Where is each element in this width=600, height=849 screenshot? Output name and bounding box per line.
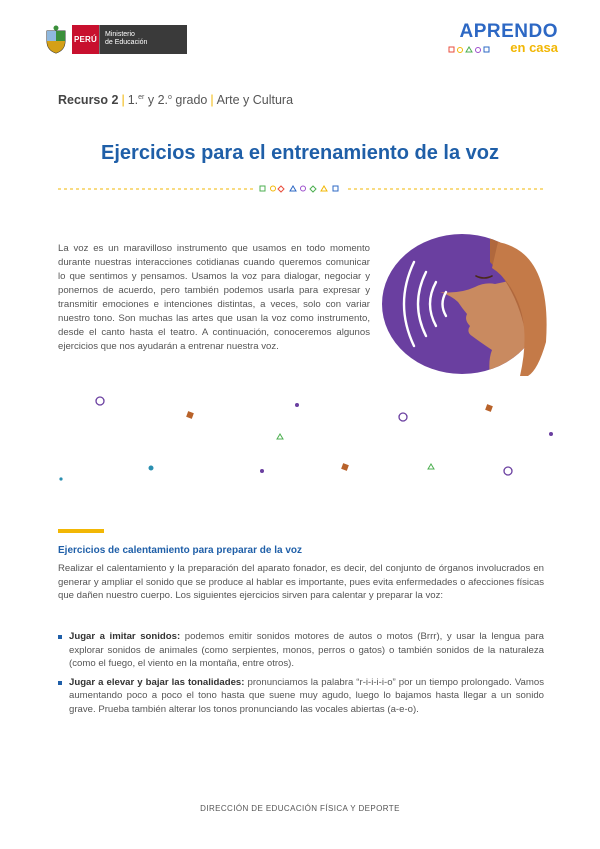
- page-footer: DIRECCIÓN DE EDUCACIÓN FÍSICA Y DEPORTE: [200, 804, 400, 813]
- bullet-icon: [58, 681, 62, 685]
- section-title: Ejercicios de calentamiento para preparar de la voz: [58, 545, 302, 556]
- grade-num-1: 1.: [127, 93, 139, 107]
- brand-line-2: en casa: [510, 40, 558, 55]
- intro-paragraph: La voz es un maravilloso instrumento que usamos en todo momento durante nuestras interacciones cotidianas cuando queremos comunicar lo que sentimos y pensamos. Usamos la voz para dialogar, negociar y ponernos de acuerdo, pero también podemos usarla para expresar y transmitir emociones e intenciones distintas, a veces, solo con variar nuestro tono. Son muchas las artes que usan la voz como instrumento, desde el canto hasta el teatro. A continuación, conoceremos algunos ejercicios que nos ayudarán a entrenar nuestra voz.: [58, 243, 370, 352]
- list-item-label: Jugar a elevar y bajar las tonalidades:: [69, 676, 245, 688]
- page-header: [0, 0, 600, 80]
- resource-meta: [58, 93, 293, 107]
- aprendo-en-casa-logo: [448, 22, 558, 58]
- list-item-label: Jugar a imitar sonidos:: [69, 631, 181, 642]
- ministry-label: [99, 25, 187, 54]
- grade-sup-1: er: [138, 93, 145, 101]
- list-item-text: pronunciamos la palabra “r-i-i-i-i-o” por un tiempo prolongado. Vamos aumentando poco a poco el tono hasta que suene muy agudo, luego lo bajamos hasta llegar a un sonido grave. Prueba también alterar los tonos pronunciando las vocales abiertas (a-e-o).: [69, 676, 544, 715]
- list-item-text: podemos emitir sonidos motores de autos o motos (Brrr), y usar la lengua para explorar sonidos de animales (como serpientes, monos, perros o gatos) o también sonidos de la naturaleza (como el fuego, el viento en la montaña, entre otros).: [69, 631, 544, 670]
- subject: Arte y Cultura: [216, 93, 294, 107]
- page-title: Ejercicios para el entrenamiento de la voz: [101, 142, 499, 164]
- brand-line-1: APRENDO: [459, 21, 558, 42]
- decorative-confetti: [0, 390, 600, 490]
- section-paragraph: Realizar el calentamiento y la preparación del aparato fonador, es decir, del conjunto de órganos involucrados en generar y ampliar el sonido que se produce al hablar es importante, pues evita enfermedades o afecciones físicas que dañen nuestro cuerpo. Los siguientes ejercicios sirven para calentar y preparar la voz:: [58, 563, 544, 602]
- exercise-list: [58, 630, 544, 722]
- list-item: [58, 630, 544, 671]
- brand-shapes-icon: [448, 46, 498, 54]
- list-item: [58, 676, 544, 717]
- ministry-line-2: de Educación: [105, 39, 148, 46]
- ministry-logo: [44, 25, 187, 54]
- meta-separator: |: [121, 93, 125, 107]
- meta-separator: |: [210, 93, 214, 107]
- bullet-icon: [58, 635, 62, 639]
- coat-of-arms-icon: [44, 25, 68, 54]
- section-accent-bar: [58, 529, 104, 533]
- title-divider: [58, 183, 544, 195]
- grade-mid: y 2.: [144, 93, 168, 107]
- ministry-line-1: Ministerio: [105, 31, 135, 38]
- singing-face-illustration: [380, 232, 552, 376]
- peru-label: PERÚ: [72, 25, 99, 54]
- grade-sup-2: o: [168, 93, 172, 101]
- resource-number: Recurso 2: [58, 93, 119, 107]
- grade-end: grado: [171, 93, 208, 107]
